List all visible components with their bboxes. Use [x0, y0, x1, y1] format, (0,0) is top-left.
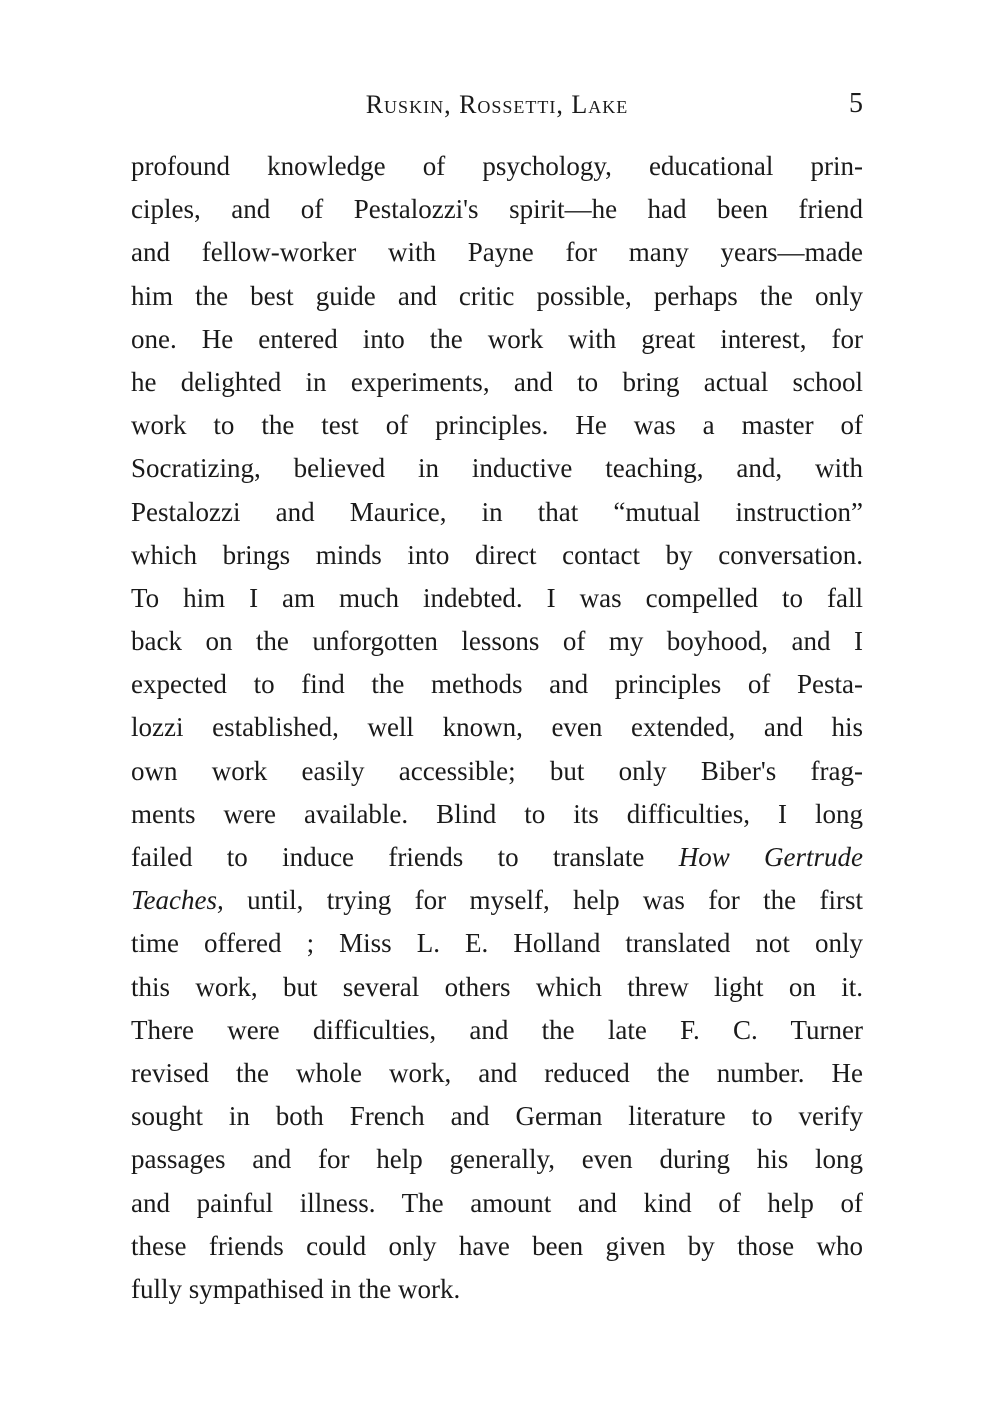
text-line: ments were available. Blind to its difficulties, I long	[131, 798, 863, 829]
text-line: To him I am much indebted. I was compelled to fall	[131, 582, 863, 613]
text-line: one. He entered into the work with great interest, for	[131, 323, 863, 354]
page-number: 5	[849, 88, 863, 119]
italic-book-title: Teaches,	[131, 885, 224, 916]
text-segment: until, trying for myself, help was for the first	[247, 885, 863, 916]
running-title: Ruskin, Rossetti, Lake	[365, 90, 629, 119]
text-line-with-title	[131, 879, 863, 922]
text-line: profound knowledge of psychology, educational prin-	[131, 151, 863, 181]
text-line: this work, but several others which threw light on it.	[131, 971, 863, 1002]
text-line: time offered ; Miss L. E. Holland translated not only	[131, 928, 863, 959]
text-line: passages and for help generally, even during his long	[131, 1144, 863, 1175]
text-line: work to the test of principles. He was a master of	[131, 410, 863, 441]
text-line: lozzi established, well known, even extended, and his	[131, 712, 863, 743]
text-line: Socratizing, believed in inductive teaching, and, with	[131, 453, 863, 484]
text-line: and painful illness. The amount and kind of help of	[131, 1187, 863, 1218]
text-line: expected to find the methods and principles of Pesta-	[131, 669, 863, 700]
italic-book-title: How Gertrude	[678, 842, 863, 872]
text-line: these friends could only have been given by those who	[131, 1230, 863, 1261]
text-line: ciples, and of Pestalozzi's spirit—he had been friend	[131, 194, 863, 225]
text-line: he delighted in experiments, and to bring actual school	[131, 366, 863, 397]
running-head	[131, 86, 863, 126]
text-line: revised the whole work, and reduced the number. He	[131, 1057, 863, 1088]
text-line: sought in both French and German literature to verify	[131, 1101, 863, 1132]
text-line: and fellow-worker with Payne for many years—made	[131, 237, 863, 268]
body-text	[131, 145, 863, 1311]
text-line: which brings minds into direct contact by conversation.	[131, 539, 863, 570]
text-line-last: fully sympathised in the work.	[131, 1273, 461, 1304]
text-line: own work easily accessible; but only Biber's frag-	[131, 755, 863, 786]
text-line: There were difficulties, and the late F. C. Turner	[131, 1014, 863, 1045]
text-segment: failed to induce friends to translate	[131, 842, 645, 872]
text-line: him the best guide and critic possible, perhaps the only	[131, 280, 863, 311]
text-line-with-title	[131, 836, 863, 879]
text-line: back on the unforgotten lessons of my boyhood, and I	[131, 626, 863, 657]
text-line: Pestalozzi and Maurice, in that “mutual instruction”	[131, 496, 863, 527]
